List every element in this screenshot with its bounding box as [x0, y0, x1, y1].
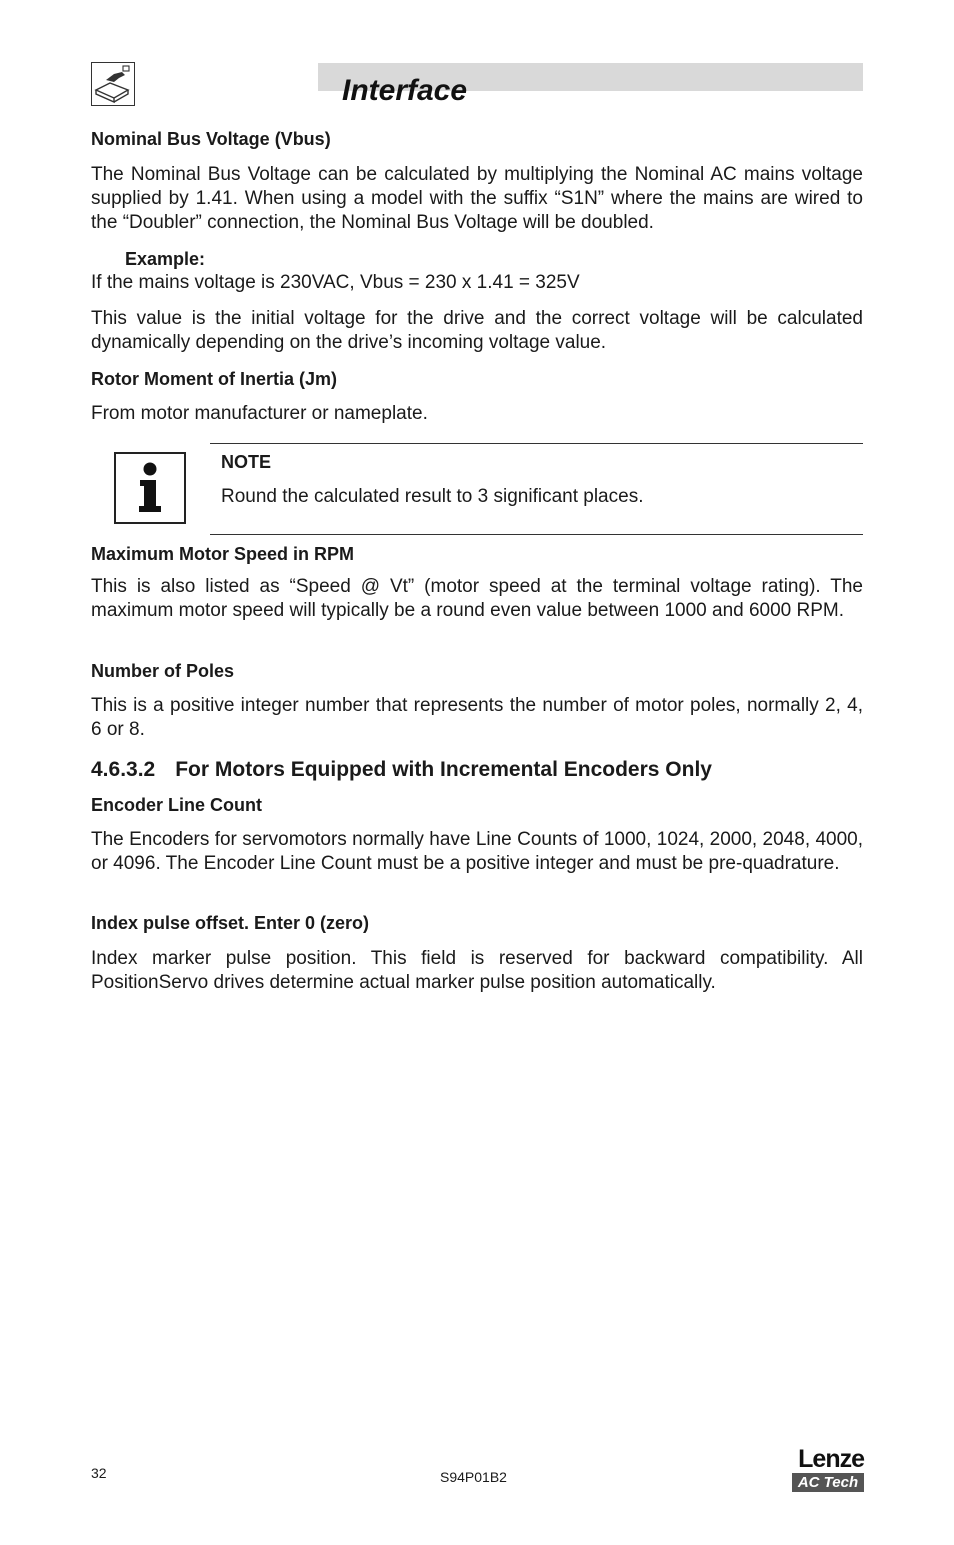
page-number: 32 [91, 1465, 107, 1481]
logo-text-lenze: Lenze [798, 1445, 864, 1473]
subsection-heading-encoders [91, 757, 863, 783]
section-heading-vbus: Nominal Bus Voltage (Vbus) [91, 129, 331, 149]
hand-pointing-icon [91, 62, 135, 106]
document-id: S94P01B2 [440, 1469, 507, 1485]
lenze-logo [788, 1446, 864, 1494]
index-paragraph: Index marker pulse position. This field is reserved for backward compatibility. All PositionServo drives determine actual marker pulse position automatically. [91, 948, 863, 993]
example-text: If the mains voltage is 230VAC, Vbus = 230 x 1.41 = 325V [91, 272, 580, 293]
poles-paragraph: This is a positive integer number that represents the number of motor poles, normally 2, 4, 6 or 8. [91, 695, 863, 740]
info-icon [114, 452, 186, 524]
vbus-paragraph: The Nominal Bus Voltage can be calculated by multiplying the Nominal AC mains voltage supplied by 1.41. When using a model with the suffix “S1N” where the mains are wired to the “Doubler” connection, the Nominal Bus Voltage will be doubled. [91, 164, 863, 233]
line-count-paragraph: The Encoders for servomotors normally have Line Counts of 1000, 1024, 2000, 2048, 4000, or 4096. The Encoder Line Count must be a positive integer and must be pre-quadrature. [91, 829, 863, 874]
logo-text-actech: AC Tech [792, 1473, 864, 1492]
note-top-rule [210, 443, 863, 444]
note-label: NOTE [221, 452, 272, 472]
note-bottom-rule [210, 534, 863, 535]
example-label: Example: [125, 249, 206, 269]
inertia-paragraph: From motor manufacturer or nameplate. [91, 403, 428, 424]
subsection-number: 4.6.3.2 [91, 758, 156, 781]
section-heading-line-count: Encoder Line Count [91, 795, 262, 815]
section-heading-inertia: Rotor Moment of Inertia (Jm) [91, 369, 337, 389]
speed-paragraph: This is also listed as “Speed @ Vt” (motor speed at the terminal voltage rating). The maximum motor speed will typically be a round even value between 1000 and 6000 RPM. [91, 576, 863, 621]
section-heading-speed: Maximum Motor Speed in RPM [91, 544, 355, 564]
note-text: Round the calculated result to 3 significant places. [221, 486, 644, 507]
section-heading-index: Index pulse offset. Enter 0 (zero) [91, 913, 370, 933]
page-title: Interface [342, 74, 468, 107]
section-heading-poles: Number of Poles [91, 661, 235, 681]
vbus-paragraph-2: This value is the initial voltage for the drive and the correct voltage will be calculated dynamically depending on the drive’s incoming voltage value. [91, 308, 863, 353]
subsection-title: For Motors Equipped with Incremental Encoders Only [175, 758, 712, 781]
